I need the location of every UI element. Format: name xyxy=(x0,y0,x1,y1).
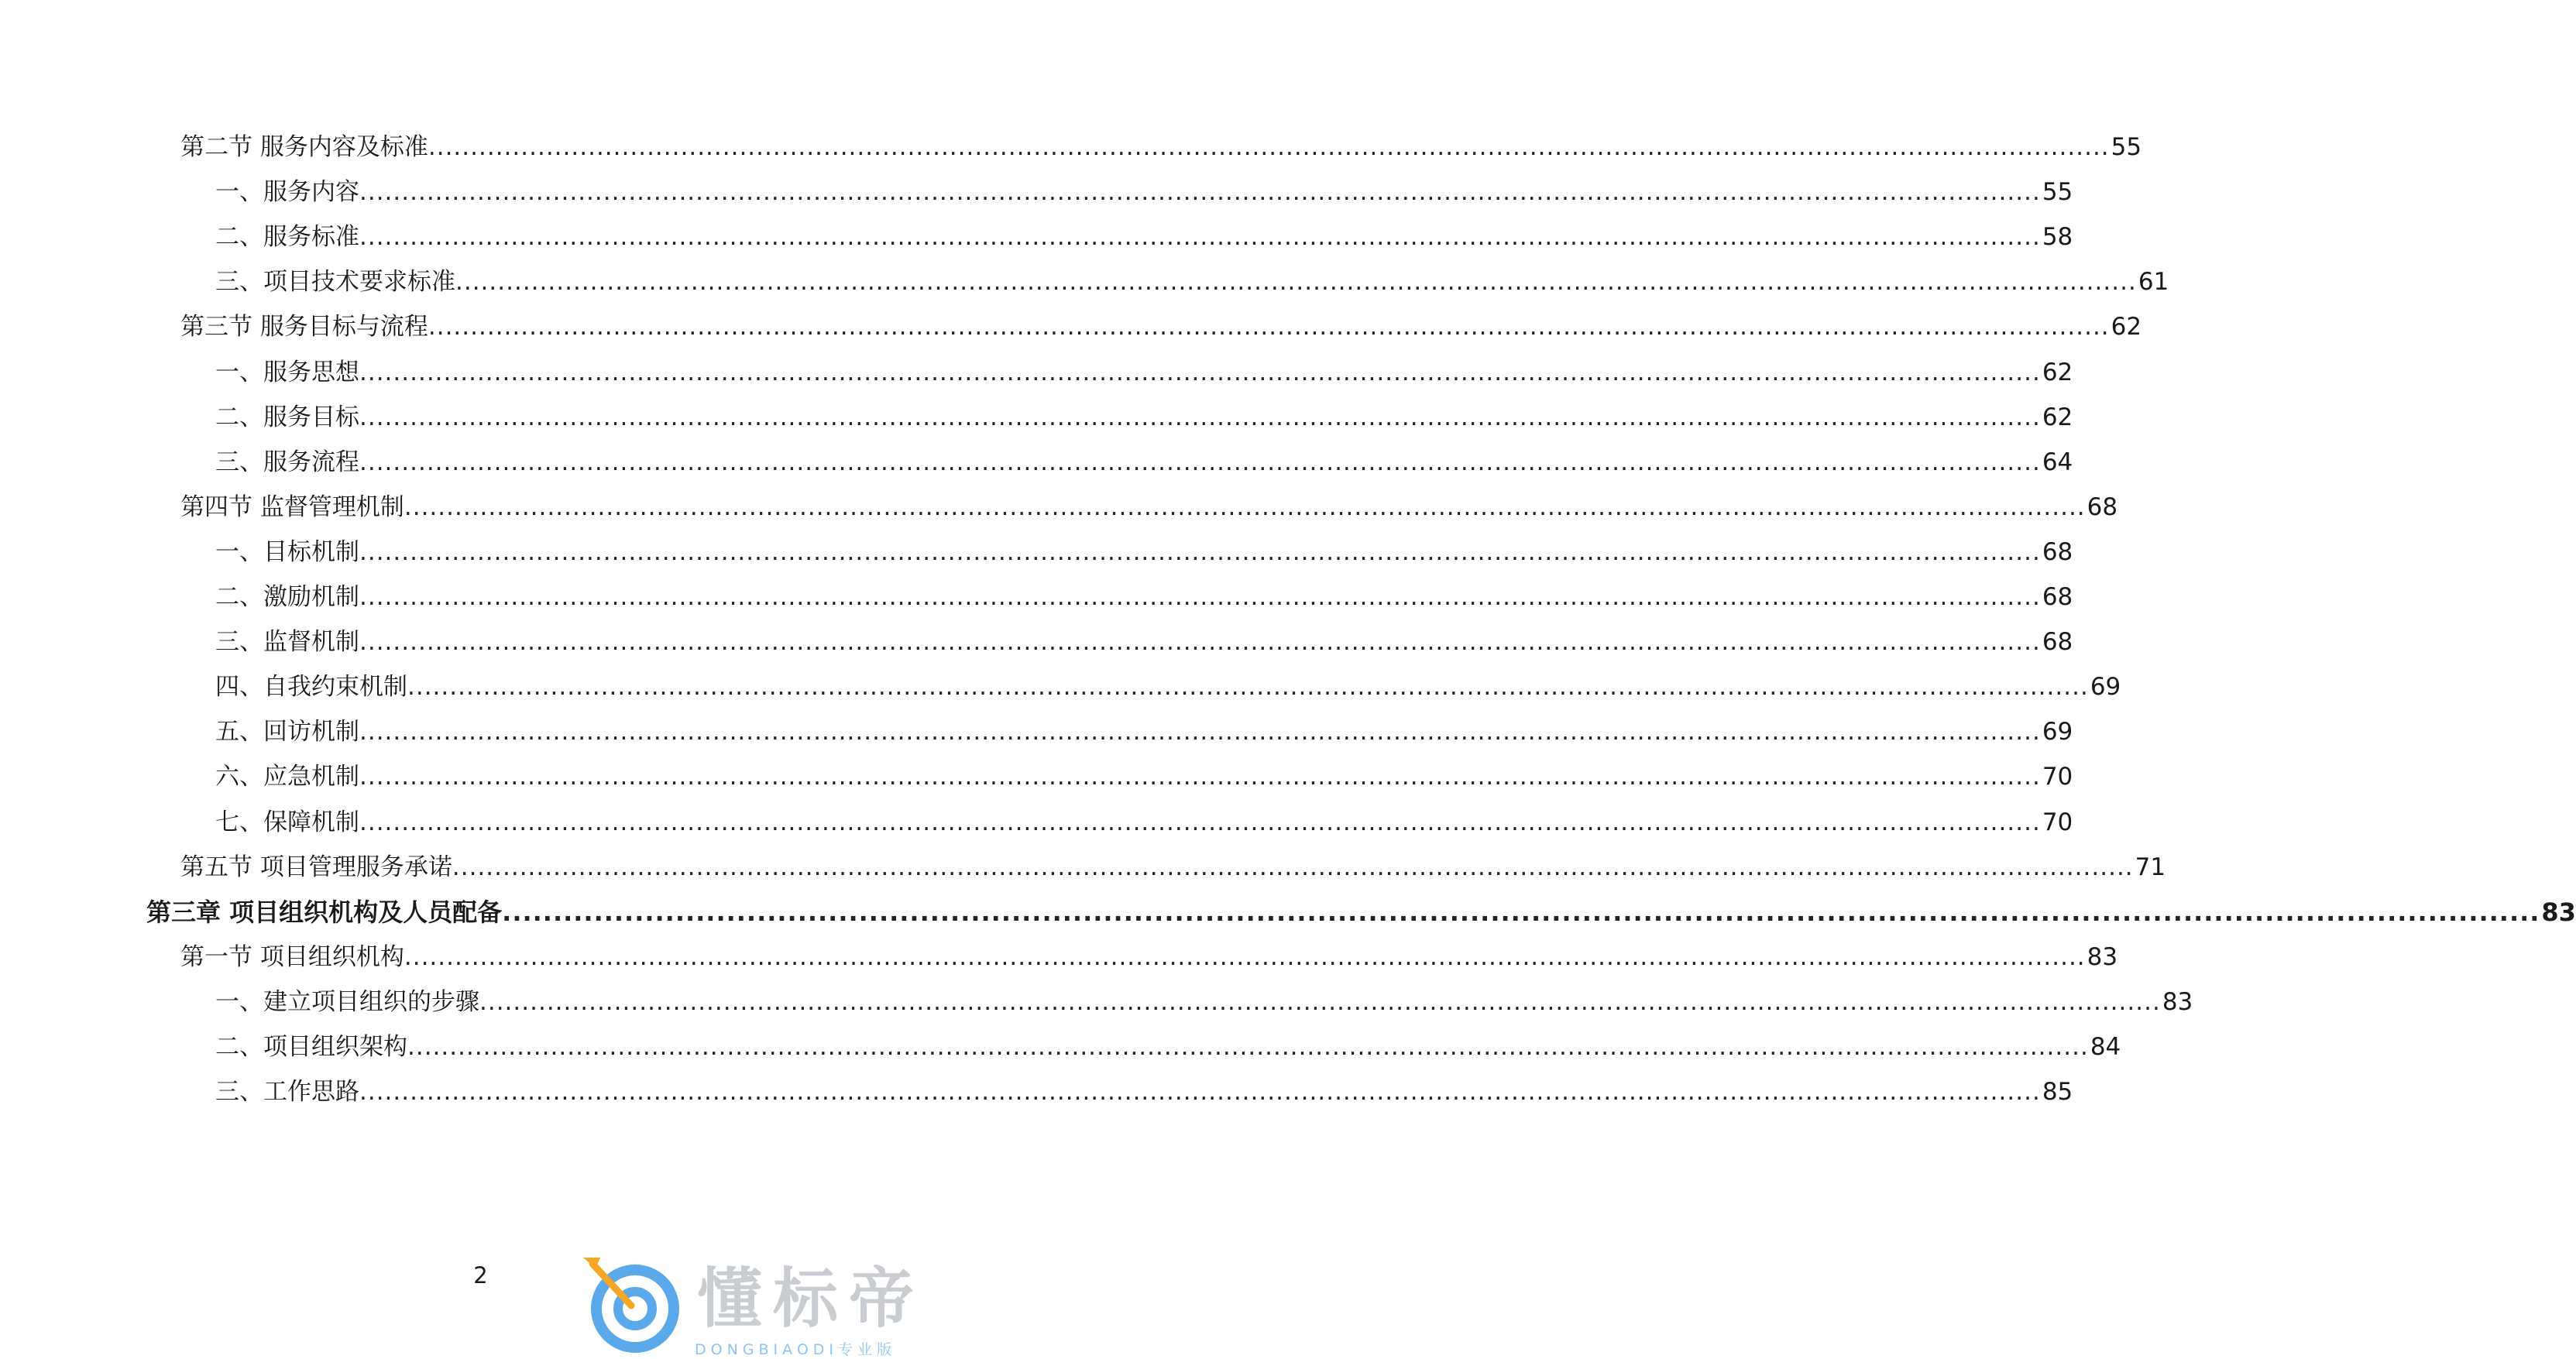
toc-entry[interactable] xyxy=(215,537,2073,568)
toc-dot-leader: ........................................................................................................................................................................................................ xyxy=(359,583,2041,611)
watermark-brand: 懂标帝 xyxy=(697,1261,926,1337)
toc-dot-leader: ........................................................................................................................................................................................................ xyxy=(359,537,2041,566)
toc-entry-page: 70 xyxy=(2042,808,2073,836)
toc-dot-leader: ........................................................................................................................................................................................................ xyxy=(502,897,2540,927)
toc-dot-leader: ........................................................................................................................................................................................................ xyxy=(455,268,2137,297)
toc-dot-leader: ........................................................................................................................................................................................................ xyxy=(428,313,2110,341)
toc-entry-page: 58 xyxy=(2042,223,2073,252)
toc-dot-leader: ........................................................................................................................................................................................................ xyxy=(404,492,2086,521)
toc-entry-title: 第三节 服务目标与流程 xyxy=(180,313,428,341)
toc-entry[interactable] xyxy=(146,897,2576,928)
toc-entry[interactable] xyxy=(215,1031,2121,1062)
toc-entry[interactable] xyxy=(215,807,2073,838)
toc-entry-title: 七、保障机制 xyxy=(215,808,359,836)
toc-entry-title: 第一节 项目组织机构 xyxy=(180,942,404,971)
target-arrow-icon xyxy=(577,1247,693,1355)
toc-entry-title: 一、建立项目组织的步骤 xyxy=(215,987,479,1016)
toc-dot-leader: ........................................................................................................................................................................................................ xyxy=(359,223,2041,252)
toc-dot-leader: ........................................................................................................................................................................................................ xyxy=(359,403,2041,431)
toc-dot-leader: ........................................................................................................................................................................................................ xyxy=(359,358,2041,386)
toc-entry-title: 第四节 监督管理机制 xyxy=(180,492,404,521)
toc-entry-title: 一、服务思想 xyxy=(215,358,359,386)
toc-entry-title: 二、激励机制 xyxy=(215,583,359,611)
toc-entry[interactable] xyxy=(215,1076,2073,1107)
toc-entry-page: 70 xyxy=(2042,763,2073,791)
toc-entry-page: 55 xyxy=(2111,133,2142,161)
toc-dot-leader: ........................................................................................................................................................................................................ xyxy=(359,718,2041,746)
toc-entry[interactable] xyxy=(215,357,2073,388)
toc-entry[interactable] xyxy=(215,987,2193,1018)
toc-dot-leader: ........................................................................................................................................................................................................ xyxy=(359,448,2041,476)
toc-entry-title: 五、回访机制 xyxy=(215,718,359,746)
toc-entry[interactable] xyxy=(180,132,2142,163)
toc-dot-leader: ........................................................................................................................................................................................................ xyxy=(404,942,2086,971)
toc-dot-leader: ........................................................................................................................................................................................................ xyxy=(452,853,2134,881)
toc-entry-title: 第二节 服务内容及标准 xyxy=(180,133,428,161)
watermark xyxy=(577,1247,949,1358)
toc-entry[interactable] xyxy=(215,626,2073,657)
toc-entry-page: 64 xyxy=(2042,448,2073,476)
toc-entry-page: 68 xyxy=(2042,583,2073,611)
toc-entry-page: 84 xyxy=(2090,1033,2121,1061)
toc-entry[interactable] xyxy=(215,221,2073,252)
toc-entry[interactable] xyxy=(215,716,2073,747)
toc-dot-leader: ........................................................................................................................................................................................................ xyxy=(359,808,2041,836)
toc-entry[interactable] xyxy=(215,671,2121,702)
toc-dot-leader: ........................................................................................................................................................................................................ xyxy=(359,178,2041,207)
toc-entry[interactable] xyxy=(215,266,2169,297)
toc-entry-page: 68 xyxy=(2087,492,2118,521)
toc-dot-leader: ........................................................................................................................................................................................................ xyxy=(479,987,2161,1016)
toc-entry-title: 三、项目技术要求标准 xyxy=(215,268,455,297)
toc-entry[interactable] xyxy=(180,311,2142,342)
toc-entry[interactable] xyxy=(180,852,2166,883)
toc-entry[interactable] xyxy=(180,942,2118,973)
toc-entry[interactable] xyxy=(215,582,2073,613)
toc-entry-title: 三、工作思路 xyxy=(215,1078,359,1107)
toc-entry-page: 68 xyxy=(2042,628,2073,657)
toc-entry-page: 62 xyxy=(2111,313,2142,341)
toc-entry-page: 69 xyxy=(2042,718,2073,746)
toc-entry[interactable] xyxy=(180,492,2118,523)
toc-entry[interactable] xyxy=(215,761,2073,792)
toc-entry-page: 83 xyxy=(2541,897,2576,927)
toc-entry-page: 55 xyxy=(2042,178,2073,207)
toc-entry-page: 69 xyxy=(2090,673,2121,702)
toc-entry-title: 三、监督机制 xyxy=(215,628,359,657)
toc-dot-leader: ........................................................................................................................................................................................................ xyxy=(428,133,2110,161)
toc-entry-title: 六、应急机制 xyxy=(215,763,359,791)
toc-entry-title: 一、目标机制 xyxy=(215,537,359,566)
toc-dot-leader: ........................................................................................................................................................................................................ xyxy=(359,628,2041,657)
watermark-subtitle: DONGBIAODI专业版 xyxy=(695,1341,897,1358)
toc-entry[interactable] xyxy=(215,402,2073,433)
toc-entry-title: 二、服务标准 xyxy=(215,223,359,252)
toc-dot-leader: ........................................................................................................................................................................................................ xyxy=(407,1033,2089,1061)
toc-entry-title: 二、服务目标 xyxy=(215,403,359,431)
toc-entry-title: 三、服务流程 xyxy=(215,448,359,476)
toc-entry-page: 62 xyxy=(2042,358,2073,386)
toc-entry-title: 一、服务内容 xyxy=(215,178,359,207)
toc-entry-page: 62 xyxy=(2042,403,2073,431)
toc-entry[interactable] xyxy=(215,447,2073,478)
toc-entry-page: 83 xyxy=(2162,987,2193,1016)
toc-entry-page: 68 xyxy=(2042,537,2073,566)
toc-dot-leader: ........................................................................................................................................................................................................ xyxy=(359,763,2041,791)
page-number: 2 xyxy=(473,1262,488,1289)
toc-dot-leader: ........................................................................................................................................................................................................ xyxy=(359,1078,2041,1107)
toc-entry-page: 71 xyxy=(2135,853,2166,881)
toc-entry-page: 61 xyxy=(2138,268,2169,297)
toc-entry[interactable] xyxy=(215,177,2073,208)
toc-entry-title: 第五节 项目管理服务承诺 xyxy=(180,853,452,881)
toc-entry-page: 85 xyxy=(2042,1078,2073,1107)
toc-entry-title: 二、项目组织架构 xyxy=(215,1033,407,1061)
toc-entry-title: 第三章 项目组织机构及人员配备 xyxy=(146,897,503,927)
toc-entry-page: 83 xyxy=(2087,942,2118,971)
toc-entry-title: 四、自我约束机制 xyxy=(215,673,407,702)
toc-dot-leader: ........................................................................................................................................................................................................ xyxy=(407,673,2089,702)
